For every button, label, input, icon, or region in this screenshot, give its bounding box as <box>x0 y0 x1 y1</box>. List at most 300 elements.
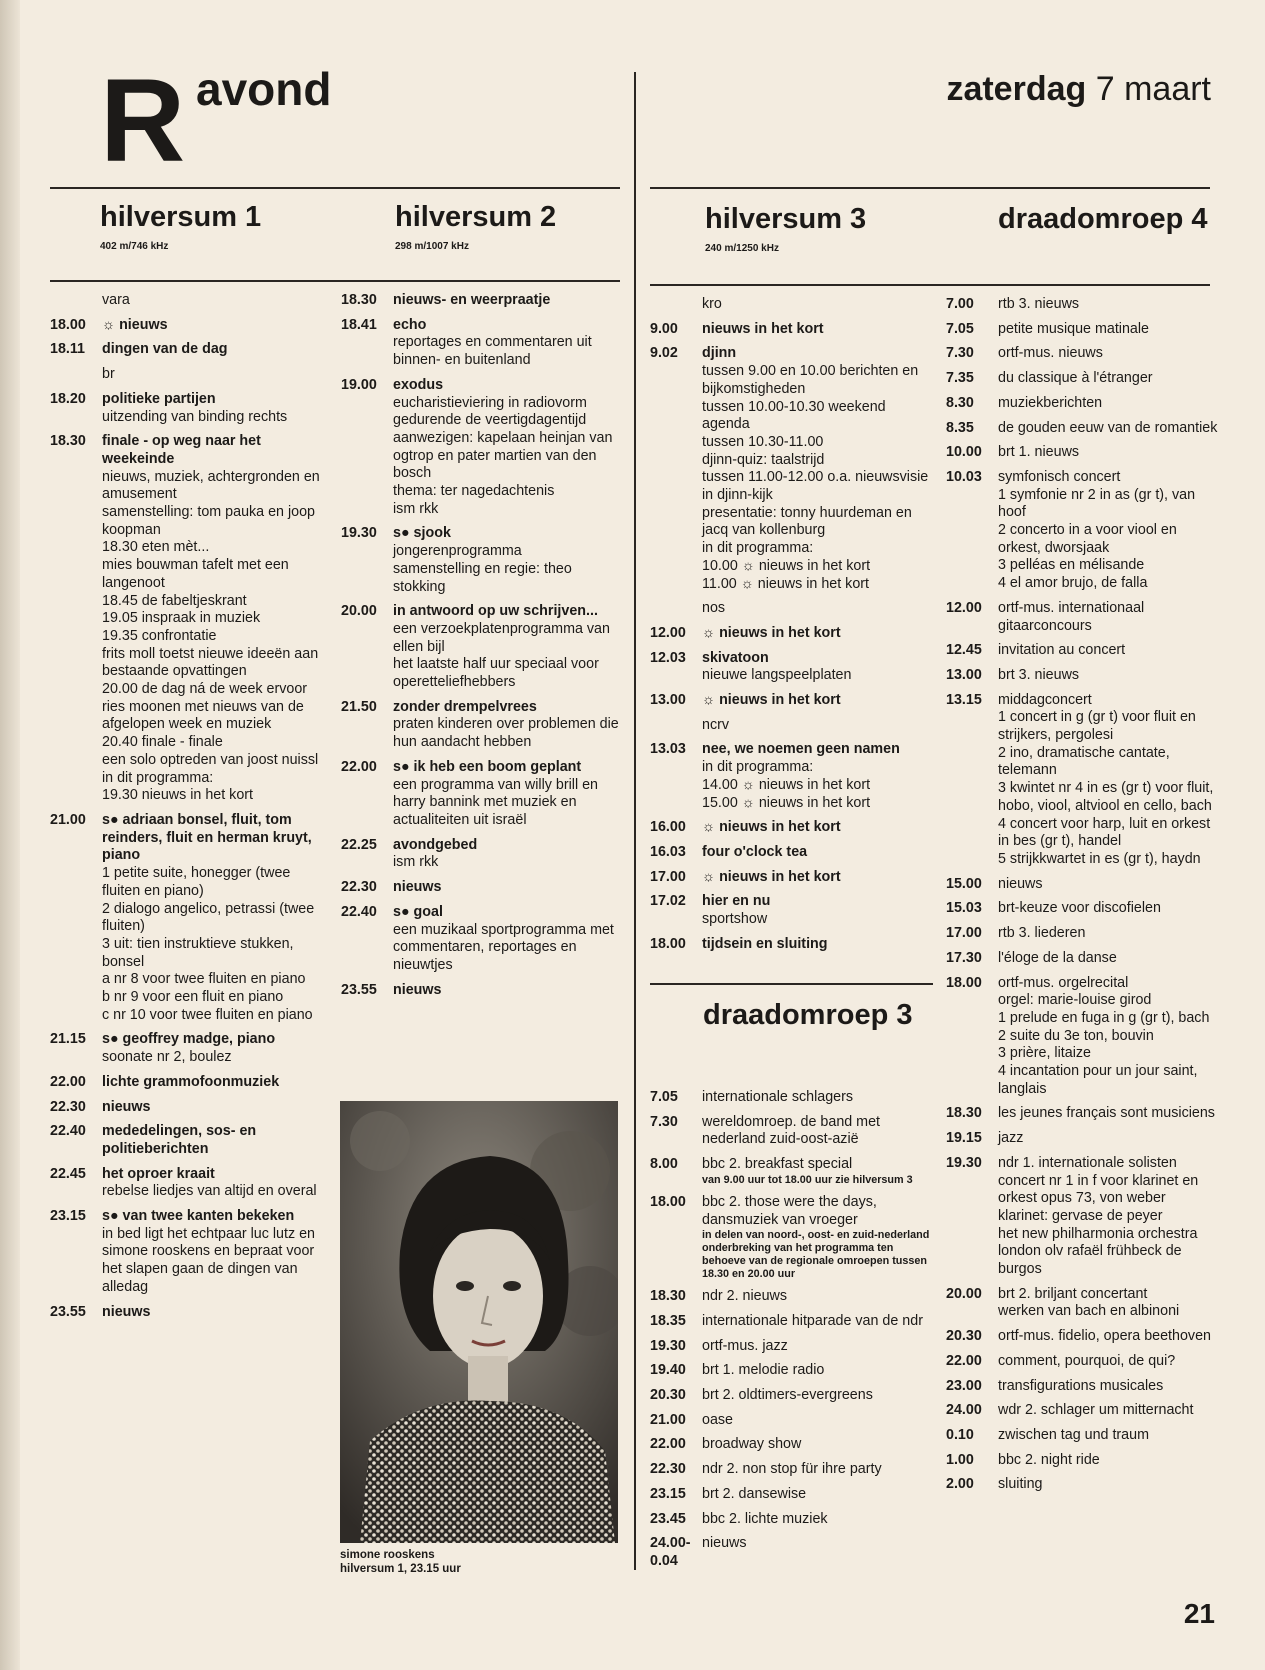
station-name: hilversum 2 <box>395 201 557 233</box>
entry-line: ndr 2. nieuws <box>702 1288 788 1305</box>
entry-title: ☼ nieuws in het kort <box>702 819 841 836</box>
schedule-entry <box>946 692 1223 869</box>
entry-line: in dit programma: <box>702 759 814 776</box>
entry-line: 19.05 inspraak in muziek <box>102 610 261 627</box>
station-freq: 402 m/746 kHz <box>100 241 169 252</box>
schedule-entry <box>650 1412 932 1430</box>
schedule-entry <box>650 1089 932 1107</box>
entry-line: 11.00 ☼ nieuws in het kort <box>702 575 870 592</box>
entry-time <box>50 366 102 384</box>
entry-title: s● geoffrey madge, piano <box>102 1031 276 1048</box>
entry-title: s● adriaan bonsel, fluit, tom reinders, fluit en herman kruyt, piano <box>102 811 312 864</box>
entry-time: 20.30 <box>946 1328 982 1345</box>
entry-line: brt 2. oldtimers-evergreens <box>702 1387 873 1404</box>
entry-time: 22.30 <box>341 879 377 896</box>
section-title: avond <box>196 63 332 115</box>
entry-time: 18.30 <box>341 292 377 308</box>
entry-title: dingen van de dag <box>102 341 228 358</box>
entry-body <box>998 600 1223 635</box>
entry-line: bbc 2. lichte muziek <box>702 1510 828 1527</box>
entry-line: in dit programma: <box>702 540 814 557</box>
entry-line: 2 suite du 3e ton, bouvin <box>998 1027 1154 1044</box>
entry-title: tijdsein en sluiting <box>702 935 828 952</box>
entry-line: wdr 2. schlager um mitternacht <box>998 1402 1194 1419</box>
date-label: 7 maart <box>1095 70 1211 108</box>
entry-line: sluiting <box>998 1476 1043 1493</box>
schedule-entry <box>650 296 932 314</box>
entry-line: brt 2. dansewise <box>702 1485 807 1502</box>
entry-time: 9.02 <box>650 345 678 362</box>
entry-line: zwischen tag und traum <box>998 1426 1149 1443</box>
entry-body <box>702 1313 932 1331</box>
entry-body <box>702 1511 932 1529</box>
entry-body <box>102 812 326 1024</box>
entry-body <box>102 317 326 335</box>
schedule-entry <box>650 692 932 710</box>
entry-time: 18.00 <box>650 1193 686 1210</box>
entry-time: 18.11 <box>50 341 85 358</box>
entry-line: uitzending van binding rechts <box>102 408 288 425</box>
entry-body <box>702 625 932 643</box>
entry-time: 7.30 <box>650 1113 678 1130</box>
entry-note: in delen van noord-, oost- en zuid-nederland onderbreking van het programma ten behoeve van de regionale omroepen tussen 18.30 en 20.00 uur <box>702 1229 930 1281</box>
entry-time: 23.15 <box>50 1208 86 1225</box>
schedule-entry <box>946 296 1223 314</box>
entry-line: tussen 10.30-11.00 <box>702 433 824 450</box>
schedule-entry <box>946 1427 1223 1445</box>
entry-line: symfonisch concert <box>998 468 1121 485</box>
entry-time: 13.00 <box>650 692 686 709</box>
entry-body <box>102 292 326 310</box>
schedule-entry <box>50 292 326 310</box>
entry-line: ortf-mus. fidelio, opera beethoven <box>998 1328 1211 1345</box>
entry-line: 3 kwintet nr 4 in es (gr t) voor fluit, hobo, viool, altviool en cello, bach <box>998 780 1214 814</box>
entry-body <box>998 1105 1223 1123</box>
entry-line: een programma van willy brill en harry bannink met muziek en actualiteiten uit israël <box>393 776 599 828</box>
rule-left-top <box>50 187 620 189</box>
entry-time: 19.30 <box>946 1154 982 1171</box>
station-freq: 240 m/1250 kHz <box>705 243 779 254</box>
entry-time: 23.00 <box>946 1377 982 1394</box>
entry-body <box>702 1461 932 1479</box>
schedule-entry <box>946 667 1223 685</box>
page-gutter <box>0 0 20 1670</box>
station-name: hilversum 1 <box>100 201 262 233</box>
entry-body <box>998 925 1223 943</box>
entry-body <box>393 982 621 1000</box>
entry-line: presentatie: tonny huurdeman en jacq van kollenburg <box>702 504 912 539</box>
entry-body <box>702 1288 932 1306</box>
schedule-entry <box>650 869 932 887</box>
entry-body <box>998 876 1223 894</box>
entry-time: 19.30 <box>341 525 377 542</box>
entry-body <box>702 1089 932 1107</box>
entry-time: 13.00 <box>946 666 982 683</box>
entry-line: werken van bach en albinoni <box>998 1303 1180 1320</box>
entry-body <box>702 1387 932 1405</box>
entry-body <box>998 1328 1223 1346</box>
entry-body <box>998 692 1223 869</box>
schedule-entry <box>650 1387 932 1405</box>
schedule-entry <box>50 341 326 359</box>
entry-line: tussen 11.00-12.00 o.a. nieuwsvisie in djinn-kijk <box>702 469 929 504</box>
entry-line: 1 concert in g (gr t) voor fluit en strijkers, pergolesi <box>998 709 1196 744</box>
entry-line: 19.35 confrontatie <box>102 627 217 644</box>
schedule-entry <box>946 1378 1223 1396</box>
entry-time: 13.15 <box>946 691 982 708</box>
entry-line: c nr 10 voor twee fluiten en piano <box>102 1006 313 1023</box>
entry-body <box>102 1304 326 1322</box>
entry-body <box>998 1402 1223 1420</box>
schedule-entry <box>341 377 621 519</box>
entry-line: frits moll toetst nieuwe ideeën aan bestaande opvattingen <box>102 645 319 680</box>
entry-title: s● van twee kanten bekeken <box>102 1208 295 1225</box>
schedule-entry <box>341 879 621 897</box>
station-freq: 298 m/1007 kHz <box>395 241 469 252</box>
schedule-entry <box>50 812 326 1024</box>
entry-line: 2 concerto in a voor viool en orkest, dworsjaak <box>998 522 1177 556</box>
entry-time: 22.40 <box>50 1123 86 1140</box>
schedule-entry <box>946 600 1223 635</box>
entry-line: concert nr 1 in f voor klarinet en orkest opus 73, von weber <box>998 1172 1199 1207</box>
portrait-illustration <box>340 1101 618 1543</box>
entry-time: 10.00 <box>946 444 982 461</box>
entry-line: ndr 1. internationale solisten <box>998 1154 1177 1171</box>
entry-line: aanwezigen: kapelaan heinjan van ogtrop en pater martien van den bosch <box>393 429 613 482</box>
entry-title: politieke partijen <box>102 390 216 407</box>
entry-line: 10.00 ☼ nieuws in het kort <box>702 557 871 574</box>
entry-line: klarinet: gervase de peyer <box>998 1207 1163 1224</box>
schedule-entry <box>946 395 1223 413</box>
entry-line: br <box>102 366 115 383</box>
entry-title: nieuws- en weerpraatje <box>393 292 551 308</box>
entry-time: 17.30 <box>946 949 982 966</box>
entry-body <box>702 819 932 837</box>
schedule-entry <box>946 975 1223 1099</box>
entry-body <box>393 759 621 830</box>
entry-body <box>998 420 1223 438</box>
schedule-entry <box>946 345 1223 363</box>
schedule-hilversum-1 <box>50 292 326 1328</box>
entry-line: 15.00 ☼ nieuws in het kort <box>702 794 871 811</box>
page-date <box>946 70 1211 109</box>
section-initial: R <box>100 55 182 187</box>
schedule-entry <box>50 1099 326 1117</box>
entry-line: invitation au concert <box>998 642 1126 659</box>
entry-body <box>998 296 1223 314</box>
day-label: zaterdag <box>946 70 1087 108</box>
entry-line: 4 concert voor harp, luit en orkest in bes (gr t), handel <box>998 815 1211 850</box>
portrait-photo <box>340 1101 618 1543</box>
entry-line: het new philharmonia orchestra london olv rafaël frühbeck de burgos <box>998 1225 1198 1278</box>
entry-line: petite musique matinale <box>998 320 1149 337</box>
entry-body <box>102 1074 326 1092</box>
entry-body <box>393 525 621 596</box>
schedule-entry <box>650 1338 932 1356</box>
entry-line: 2 dialogo angelico, petrassi (twee fluiten) <box>102 900 315 935</box>
entry-time: 18.00 <box>650 935 686 952</box>
entry-line: internationale hitparade van de ndr <box>702 1312 923 1329</box>
entry-time: 21.15 <box>50 1031 86 1048</box>
schedule-entry <box>50 1074 326 1092</box>
entry-time: 22.40 <box>341 903 377 920</box>
entry-line: 3 pelléas en mélisande <box>998 557 1145 574</box>
entry-title: avondgebed <box>393 836 478 853</box>
station-header-d3: draadomroep 3 <box>703 999 913 1031</box>
entry-time: 9.00 <box>650 320 678 337</box>
entry-title: ☼ nieuws in het kort <box>702 868 841 885</box>
entry-title: finale - op weg naar het weekeinde <box>102 433 261 467</box>
schedule-entry <box>50 1031 326 1066</box>
schedule-entry <box>341 982 621 1000</box>
entry-line: samenstelling: tom pauka en joop koopman <box>102 504 315 538</box>
entry-line: ries moonen met nieuws van de afgelopen week en muziek <box>102 698 304 733</box>
entry-time: 21.00 <box>50 811 86 828</box>
entry-time: 1.00 <box>946 1451 974 1468</box>
entry-body <box>102 1031 326 1066</box>
entry-line: 19.30 nieuws in het kort <box>102 787 254 804</box>
entry-title: exodus <box>393 376 444 393</box>
rule-right-station <box>650 284 1210 286</box>
schedule-entry <box>650 1511 932 1529</box>
entry-body <box>998 667 1223 685</box>
station-name: hilversum 3 <box>705 203 867 235</box>
entry-title: ☼ nieuws in het kort <box>702 692 841 709</box>
entry-time: 18.41 <box>341 316 377 333</box>
schedule-entry <box>650 1313 932 1331</box>
entry-time: 23.55 <box>50 1303 86 1320</box>
entry-body <box>998 900 1223 918</box>
schedule-entry <box>946 1105 1223 1123</box>
entry-body <box>702 1114 932 1149</box>
entry-line: 5 strijkkwartet in es (gr t), haydn <box>998 850 1201 867</box>
entry-body <box>998 395 1223 413</box>
schedule-draadomroep-4 <box>946 296 1223 1501</box>
entry-line: nieuws <box>998 875 1043 892</box>
schedule-entry <box>946 469 1223 593</box>
entry-line: in bed ligt het echtpaar luc lutz en simone rooskens en bepraat voor het slapen gaan de dingen van alledag <box>102 1225 316 1295</box>
entry-line: 18.30 eten mèt... <box>102 539 210 556</box>
entry-body <box>102 1208 326 1297</box>
schedule-entry <box>650 345 932 593</box>
entry-line: middagconcert <box>998 691 1092 708</box>
schedule-entry <box>946 1155 1223 1279</box>
schedule-entry <box>341 837 621 872</box>
entry-line: a nr 8 voor twee fluiten en piano <box>102 971 306 988</box>
station-header-h3 <box>705 202 866 256</box>
entry-time: 12.45 <box>946 642 982 659</box>
entry-body <box>102 1099 326 1117</box>
entry-time: 22.00 <box>650 1436 686 1453</box>
entry-line: 20.00 de dag ná de week ervoor <box>102 681 308 698</box>
entry-line: les jeunes français sont musiciens <box>998 1105 1215 1122</box>
schedule-entry <box>341 904 621 975</box>
entry-time: 18.00 <box>946 974 982 991</box>
entry-time: 22.00 <box>341 758 377 775</box>
schedule-entry <box>650 1114 932 1149</box>
entry-line: sportshow <box>702 911 768 928</box>
entry-time: 0.10 <box>946 1426 974 1443</box>
entry-line: nieuws <box>702 1535 747 1552</box>
schedule-entry <box>946 1452 1223 1470</box>
schedule-entry <box>650 1362 932 1380</box>
entry-line: soonate nr 2, boulez <box>102 1049 232 1066</box>
schedule-entry <box>946 1328 1223 1346</box>
entry-title: nee, we noemen geen namen <box>702 741 900 758</box>
entry-title: nieuws <box>102 1098 151 1115</box>
schedule-entry <box>650 1194 932 1281</box>
schedule-entry <box>341 603 621 692</box>
schedule-entry <box>946 925 1223 943</box>
entry-line: bbc 2. breakfast special <box>702 1156 853 1173</box>
schedule-entry <box>650 1288 932 1306</box>
schedule-entry <box>946 642 1223 660</box>
schedule-entry <box>341 699 621 752</box>
entry-body <box>702 893 932 928</box>
schedule-entry <box>50 1123 326 1158</box>
entry-body <box>393 377 621 519</box>
entry-line: du classique à l'étranger <box>998 370 1153 387</box>
rule-left-station <box>50 280 620 282</box>
entry-body <box>702 1338 932 1356</box>
entry-line: tussen 10.00-10.30 weekend agenda <box>702 398 886 433</box>
schedule-entry <box>341 317 621 370</box>
entry-time: 15.03 <box>946 900 982 917</box>
entry-time: 24.00 <box>946 1402 982 1419</box>
entry-line: een solo optreden van joost nuissl <box>102 751 319 768</box>
rule-draadomroep3 <box>650 983 933 985</box>
entry-time: 18.20 <box>50 390 86 407</box>
entry-title: ☼ nieuws <box>102 316 168 333</box>
page-number: 21 <box>1183 1598 1215 1629</box>
entry-line: praten kinderen over problemen die hun aandacht hebben <box>393 716 619 751</box>
entry-body <box>102 1123 326 1158</box>
entry-body <box>702 1535 932 1570</box>
entry-line: 3 uit: tien instruktieve stukken, bonsel <box>102 935 294 970</box>
entry-body <box>998 469 1223 593</box>
entry-line: ism rkk <box>393 854 439 871</box>
entry-line: 4 el amor brujo, de falla <box>998 575 1148 592</box>
schedule-entry <box>50 366 326 384</box>
entry-title: hier en nu <box>702 893 771 910</box>
entry-line: l'éloge de la danse <box>998 949 1117 966</box>
entry-time: 19.15 <box>946 1130 982 1147</box>
entry-body <box>998 1378 1223 1396</box>
schedule-entry <box>946 420 1223 438</box>
entry-line: vara <box>102 292 130 308</box>
entry-time: 20.30 <box>650 1387 686 1404</box>
entry-time: 23.55 <box>341 981 377 998</box>
entry-body <box>393 837 621 872</box>
entry-time: 21.00 <box>650 1411 686 1428</box>
entry-title: zonder drempelvrees <box>393 698 537 715</box>
entry-body <box>393 879 621 897</box>
schedule-hilversum-2 <box>341 292 621 1006</box>
entry-line: nieuws, muziek, achtergronden en amusement <box>102 468 320 503</box>
entry-line: ndr 2. non stop für ihre party <box>702 1461 882 1478</box>
entry-time: 18.30 <box>650 1288 686 1305</box>
entry-line: jongerenprogramma <box>393 543 522 560</box>
entry-title: het oproer kraait <box>102 1165 215 1182</box>
schedule-entry <box>650 321 932 339</box>
entry-time: 23.45 <box>650 1510 686 1527</box>
schedule-entry <box>50 317 326 335</box>
entry-line: 1 petite suite, honegger (twee fluiten en piano) <box>102 865 291 899</box>
entry-time: 13.03 <box>650 741 686 758</box>
entry-time: 12.03 <box>650 649 686 666</box>
entry-time: 17.00 <box>650 868 686 885</box>
entry-time: 7.05 <box>946 320 974 337</box>
entry-line: b nr 9 voor een fluit en piano <box>102 989 284 1006</box>
entry-body <box>393 317 621 370</box>
entry-body <box>702 844 932 862</box>
entry-time: 18.35 <box>650 1312 686 1329</box>
entry-body <box>702 345 932 593</box>
entry-title: nieuws <box>393 981 442 998</box>
entry-time: 15.00 <box>946 875 982 892</box>
schedule-entry <box>650 717 932 735</box>
entry-body <box>702 1436 932 1454</box>
entry-line: internationale schlagers <box>702 1089 854 1105</box>
entry-body <box>702 321 932 339</box>
schedule-entry <box>650 1436 932 1454</box>
entry-line: kro <box>702 296 722 312</box>
entry-title: nieuws <box>393 879 442 896</box>
entry-body <box>702 1486 932 1504</box>
entry-time: 22.30 <box>650 1461 686 1478</box>
entry-title: in antwoord op uw schrijven... <box>393 603 598 620</box>
schedule-entry <box>650 819 932 837</box>
entry-line: in dit programma: <box>102 769 214 786</box>
station-header-h2 <box>395 200 556 254</box>
entry-body <box>702 296 932 314</box>
caption-line-1: simone rooskens <box>340 1549 435 1561</box>
schedule-entry <box>650 741 932 812</box>
entry-line: reportages en commentaren uit binnen- en buitenland <box>393 334 592 369</box>
entry-line: orgel: marie-louise girod <box>998 992 1152 1009</box>
schedule-draadomroep-3 <box>650 1089 932 1578</box>
schedule-entry <box>946 370 1223 388</box>
entry-body <box>998 321 1223 339</box>
entry-line: wereldomroep. de band met nederland zuid-oost-azië <box>702 1113 881 1148</box>
entry-time: 8.35 <box>946 419 974 436</box>
entry-body <box>998 1130 1223 1148</box>
entry-body <box>393 292 621 310</box>
entry-body <box>998 1476 1223 1494</box>
schedule-entry <box>50 433 326 805</box>
entry-line: transfigurations musicales <box>998 1377 1164 1394</box>
schedule-entry <box>946 321 1223 339</box>
schedule-entry <box>650 625 932 643</box>
entry-line: ism rkk <box>393 500 439 517</box>
entry-body <box>702 1194 932 1281</box>
entry-line: brt-keuze voor discofielen <box>998 900 1161 917</box>
schedule-entry <box>946 950 1223 968</box>
schedule-entry <box>650 1461 932 1479</box>
entry-body <box>393 904 621 975</box>
entry-line: mies bouwman tafelt met een langenoot <box>102 557 289 591</box>
entry-line: bbc 2. night ride <box>998 1451 1100 1468</box>
entry-title: s● goal <box>393 903 443 920</box>
photo-caption <box>340 1548 461 1576</box>
entry-time: 22.25 <box>341 836 377 853</box>
entry-line: ortf-mus. nieuws <box>998 345 1103 362</box>
entry-body <box>702 1156 932 1187</box>
entry-time: 8.00 <box>650 1156 678 1173</box>
entry-time <box>650 600 702 618</box>
schedule-entry <box>946 1402 1223 1420</box>
entry-time: 10.03 <box>946 468 982 485</box>
